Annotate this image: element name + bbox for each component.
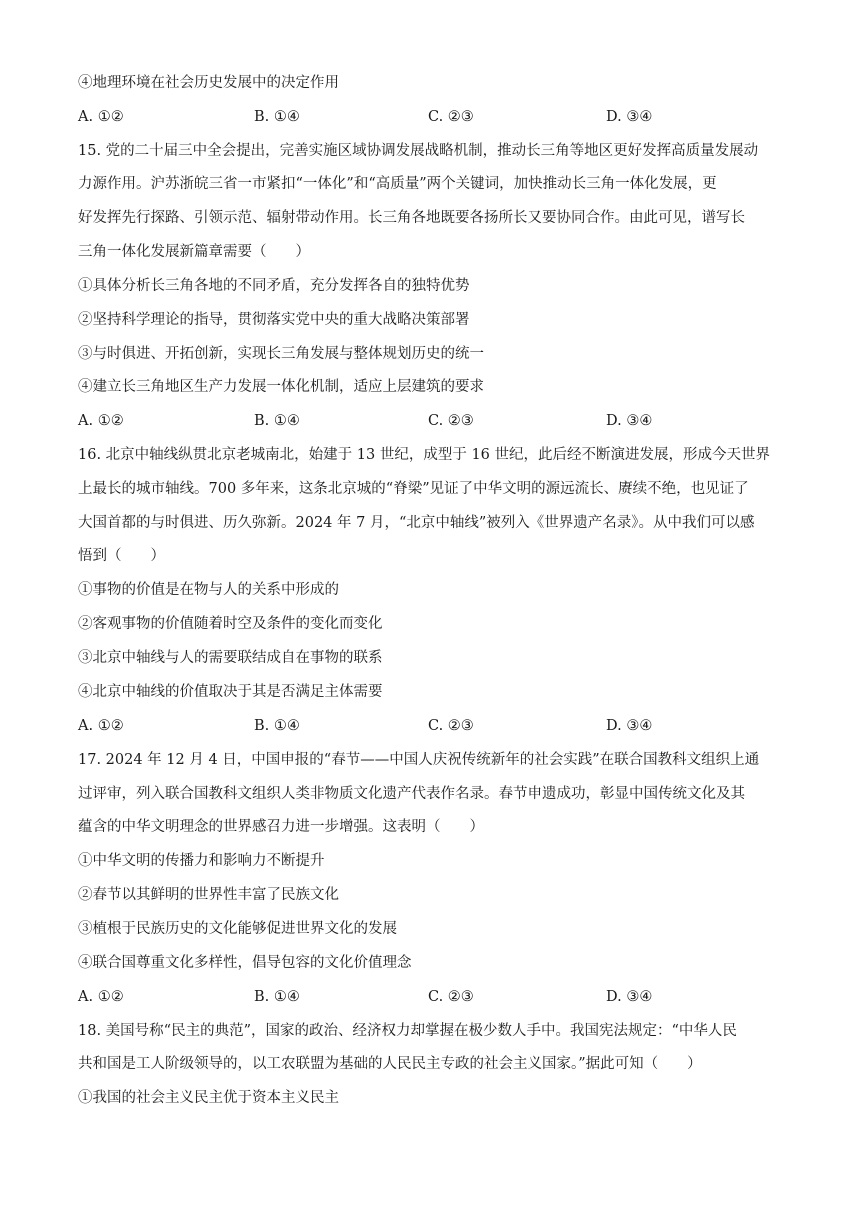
q15-options bbox=[78, 411, 784, 431]
q18-item-1: ①我国的社会主义民主优于资本主义民主 bbox=[78, 1090, 339, 1106]
q15-option-b: B. ①④ bbox=[254, 413, 300, 429]
q15-item-4: ④建立长三角地区生产力发展一体化机制，适应上层建筑的要求 bbox=[78, 379, 484, 395]
q15-item-3: ③与时俱进、开拓创新，实现长三角发展与整体规划历史的统一 bbox=[78, 346, 484, 362]
q15-item-1: ①具体分析长三角各地的不同矛盾，充分发挥各自的独特优势 bbox=[78, 278, 470, 294]
q17-item-2: ②春节以其鲜明的世界性丰富了民族文化 bbox=[78, 887, 339, 903]
q16-item-1: ①事物的价值是在物与人的关系中形成的 bbox=[78, 582, 339, 598]
q18-stem-line-1: 18. 美国号称“民主的典范”，国家的政治、经济权力却掌握在极少数人手中。我国宪法规定：“中华人民 bbox=[78, 1023, 737, 1039]
q18-stem-line-2: 共和国是工人阶级领导的，以工农联盟为基础的人民民主专政的社会主义国家。”据此可知（ ） bbox=[78, 1056, 702, 1072]
q15-stem-line-4: 三角一体化发展新篇章需要（ ） bbox=[78, 244, 310, 260]
q16-option-b: B. ①④ bbox=[254, 718, 300, 734]
q14-item-4: ④地理环境在社会历史发展中的决定作用 bbox=[78, 75, 339, 91]
q17-stem-line-3: 蕴含的中华文明理念的世界感召力进一步增强。这表明（ ） bbox=[78, 819, 484, 835]
q16-option-a: A. ①② bbox=[78, 718, 124, 734]
q17-item-1: ①中华文明的传播力和影响力不断提升 bbox=[78, 853, 325, 869]
q14-option-d: D. ③④ bbox=[606, 109, 653, 125]
q15-stem-line-3: 好发挥先行探路、引领示范、辐射带动作用。长三角各地既要各扬所长又要协同合作。由此可见，谱写长 bbox=[78, 210, 745, 226]
q14-options bbox=[78, 107, 784, 127]
q16-stem-line-2: 上最长的城市轴线。700 多年来，这条北京城的“脊梁”见证了中华文明的源远流长、赓续不绝，也见证了 bbox=[78, 481, 749, 497]
q14-option-a: A. ①② bbox=[78, 109, 124, 125]
q15-item-2: ②坚持科学理论的指导，贯彻落实党中央的重大战略决策部署 bbox=[78, 312, 470, 328]
q16-item-2: ②客观事物的价值随着时空及条件的变化而变化 bbox=[78, 616, 383, 632]
q14-option-c: C. ②③ bbox=[428, 109, 474, 125]
q15-stem-line-2: 力源作用。沪苏浙皖三省一市紧扣“一体化”和“高质量”两个关键词，加快推动长三角一体化发展，更 bbox=[78, 176, 717, 192]
q16-options bbox=[78, 716, 784, 736]
q17-stem-line-2: 过评审，列入联合国教科文组织人类非物质文化遗产代表作名录。春节申遗成功，彰显中国传统文化及其 bbox=[78, 786, 745, 802]
q16-option-d: D. ③④ bbox=[606, 718, 653, 734]
q17-item-4: ④联合国尊重文化多样性，倡导包容的文化价值理念 bbox=[78, 955, 412, 971]
q14-option-b: B. ①④ bbox=[254, 109, 300, 125]
q15-option-a: A. ①② bbox=[78, 413, 124, 429]
q16-stem-line-4: 悟到（ ） bbox=[78, 548, 165, 564]
q16-item-3: ③北京中轴线与人的需要联结成自在事物的联系 bbox=[78, 650, 383, 666]
q17-option-b: B. ①④ bbox=[254, 989, 300, 1005]
q15-stem-line-1: 15. 党的二十届三中全会提出，完善实施区域协调发展战略机制，推动长三角等地区更好发挥高质量发展动 bbox=[78, 143, 759, 159]
q15-option-c: C. ②③ bbox=[428, 413, 474, 429]
q17-options bbox=[78, 987, 784, 1007]
q17-option-a: A. ①② bbox=[78, 989, 124, 1005]
q16-option-c: C. ②③ bbox=[428, 718, 474, 734]
q17-option-d: D. ③④ bbox=[606, 989, 653, 1005]
q16-stem-line-3: 大国首都的与时俱进、历久弥新。2024 年 7 月，“北京中轴线”被列入《世界遗产名录》。从中我们可以感 bbox=[78, 515, 755, 531]
q16-item-4: ④北京中轴线的价值取决于其是否满足主体需要 bbox=[78, 684, 383, 700]
q17-item-3: ③植根于民族历史的文化能够促进世界文化的发展 bbox=[78, 921, 397, 937]
q15-option-d: D. ③④ bbox=[606, 413, 653, 429]
q16-stem-line-1: 16. 北京中轴线纵贯北京老城南北，始建于 13 世纪，成型于 16 世纪，此后经不断演进发展，形成今天世界 bbox=[78, 447, 771, 463]
q17-option-c: C. ②③ bbox=[428, 989, 474, 1005]
q17-stem-line-1: 17. 2024 年 12 月 4 日，中国申报的“春节——中国人庆祝传统新年的社会实践”在联合国教科文组织上通 bbox=[78, 752, 760, 768]
